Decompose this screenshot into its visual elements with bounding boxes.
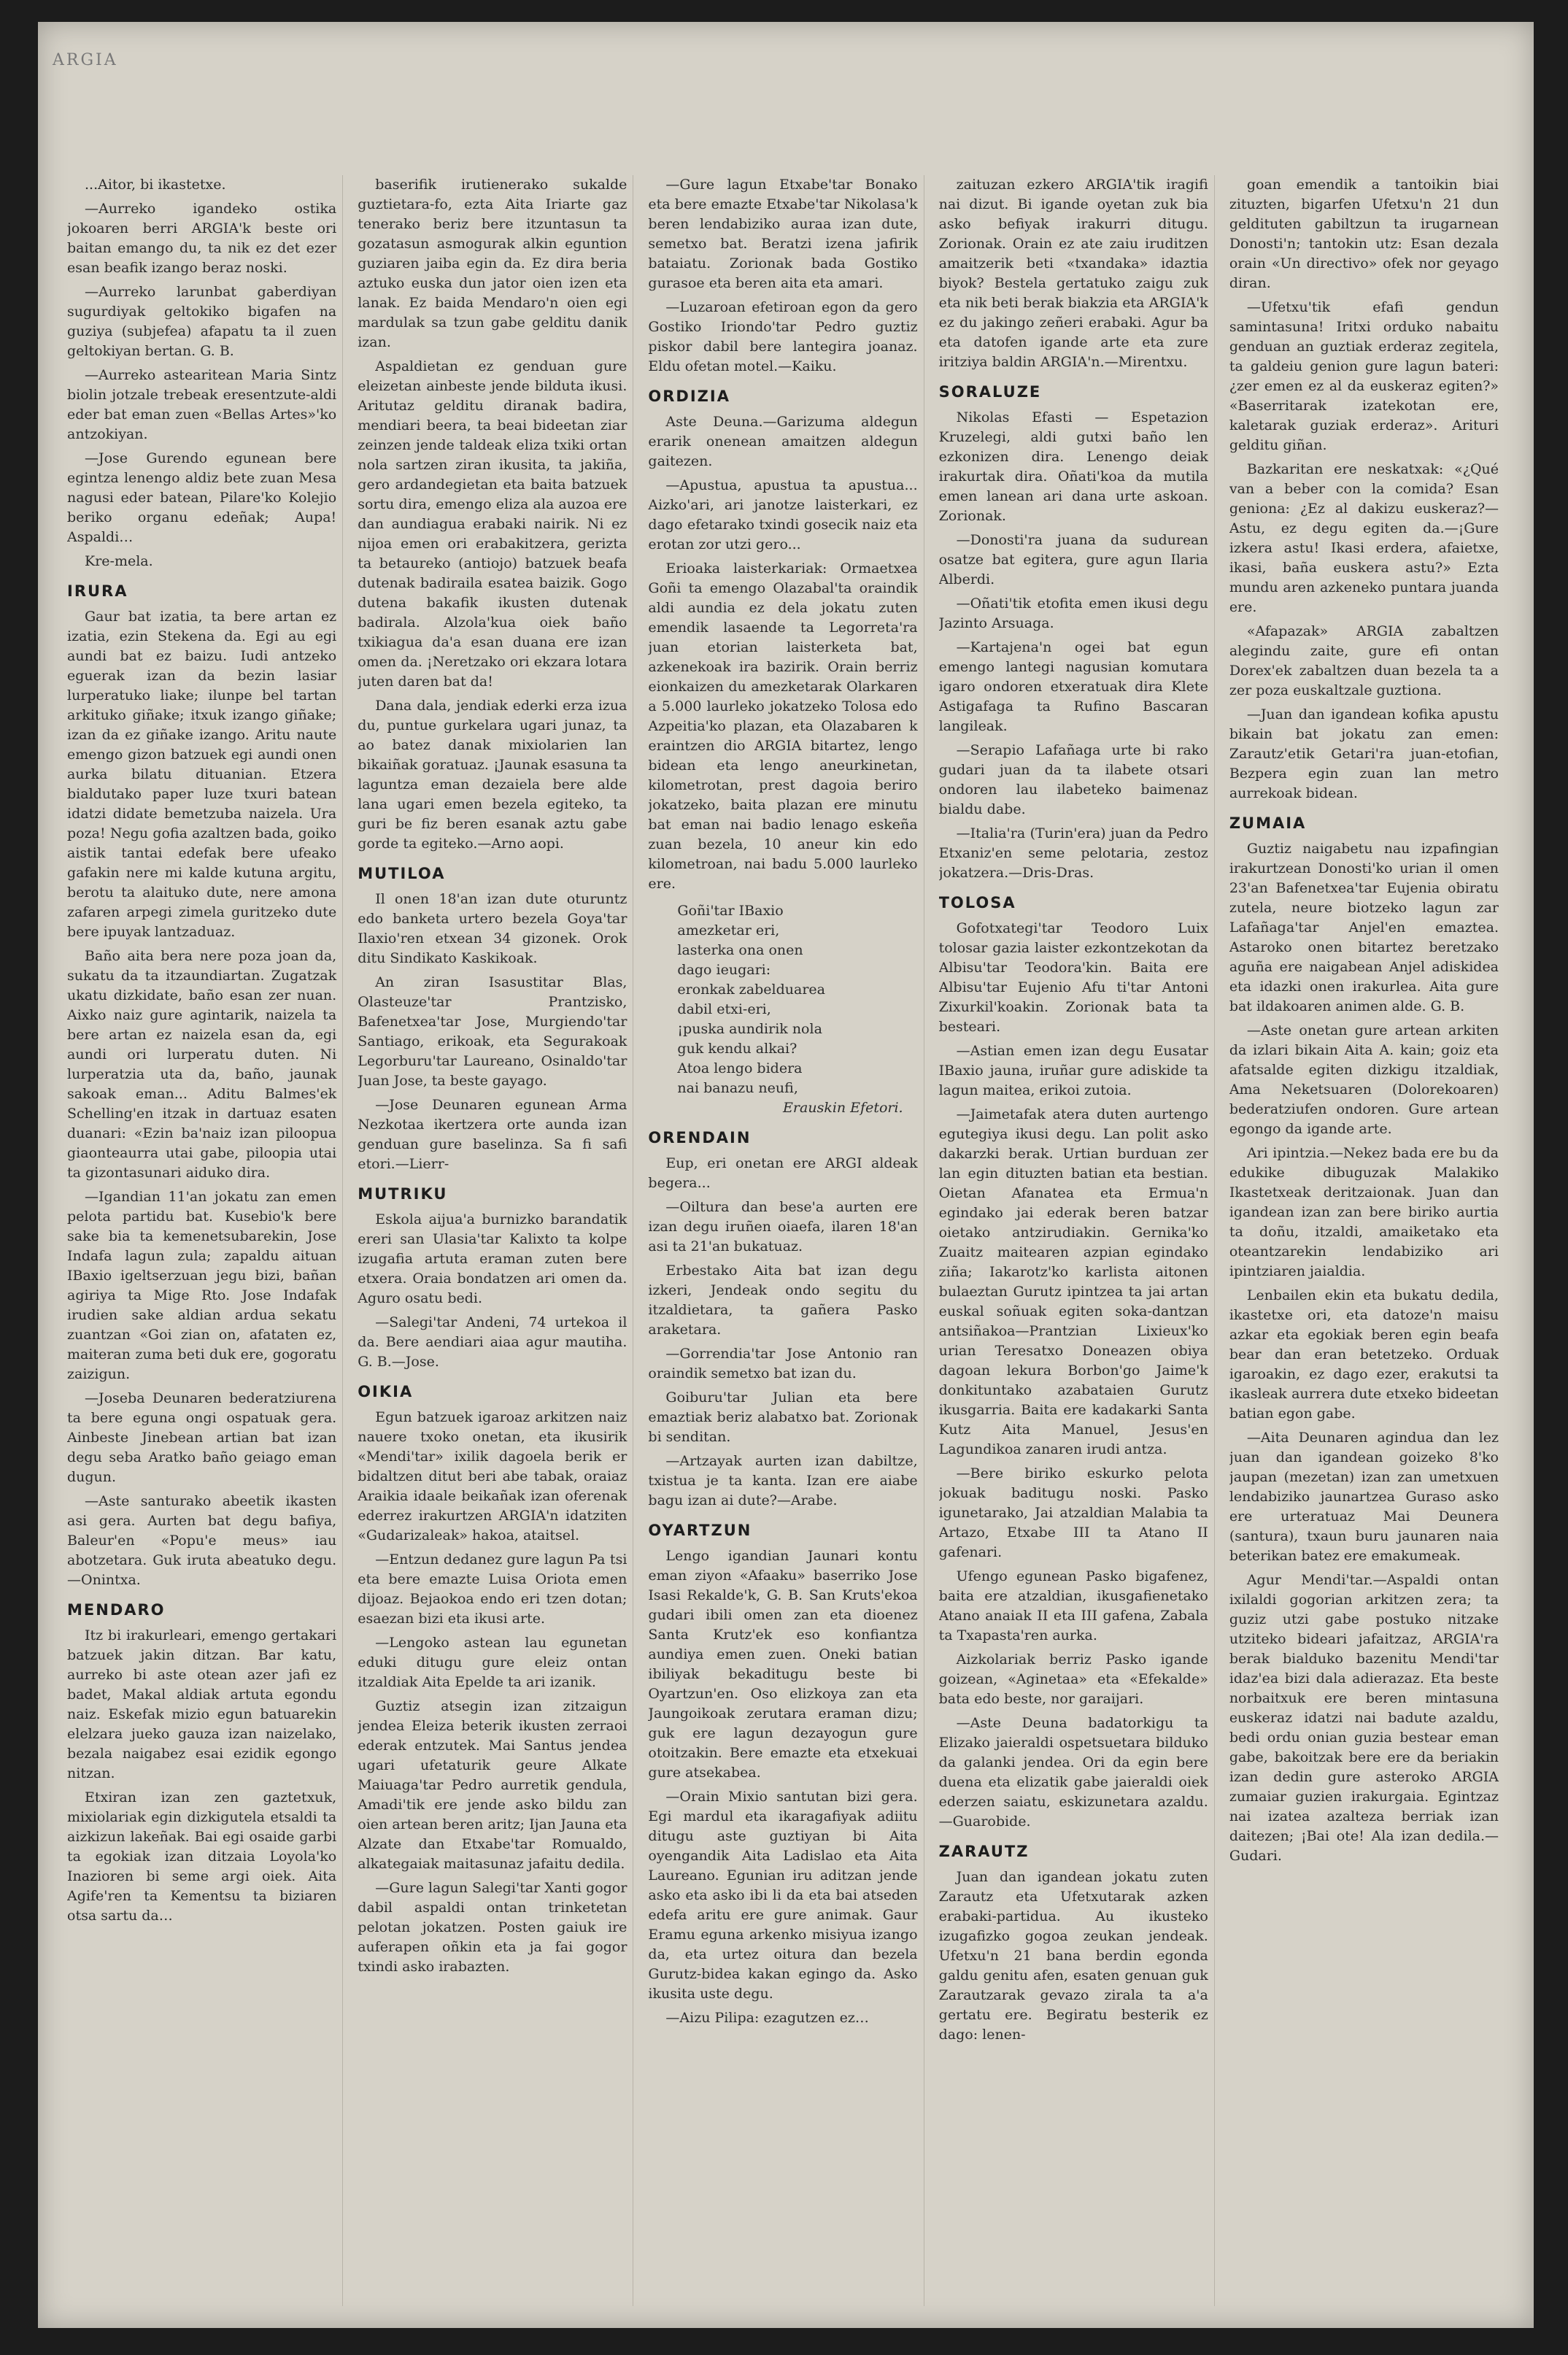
article-paragraph: —Aste onetan gure artean arkiten da izlari bikain Aita A. kain; goiz eta afatsalde egiten dizkigu itzaldiak, Ama Neketsuaren (Dolorekoaren) bederatziufen ondoren. Gure artean egongo da igande arte. bbox=[1229, 1022, 1499, 1137]
article-paragraph: —Jaimetafak atera duten aurtengo egutegiya ikusi degu. Lan polit asko dakarzki berak. Urtian burduan zer lan egin dituzten batian eta bestian. Oietan Afanatea eta Ermua'n egindako jai ederak beren batzar oietako antzirudiakin. Gernika'ko Zuaitz maitearen azpian egindako ziña; Iakarotz'ko karlista aitonen bulaeztan Gurutz ipintzea ta jai artan euskal soñuak egiten soka-dantzan antsiñakoa—Prantzian Lixieux'ko urian Teresatxo Doneazen obiya dagoan lekura Borbon'go Jaime'k donkituntako azabataien Gurutz ikusgarria. Baita ere kadakarki Santa Kutz Aita Manuel, Jesus'en Lagundikoa zanaren irudi antza. bbox=[938, 1106, 1208, 1457]
section-heading: MUTRIKU bbox=[358, 1185, 448, 1203]
poem-line: dago ieugari: bbox=[677, 962, 771, 978]
text-column-4 bbox=[939, 175, 1215, 2306]
article-paragraph: zaituzan ezkero ARGIA'tik iragifi nai dizut. Bi igande oyetan zuk bia asko befiyak irakurri ditugu. Zorionak. Orain ez ate zaiu iruditzen amaitzerik beti «txandaka» idaztia biyok? Bestela gertatuko zaigu zuk eta nik beti berak biakzia eta ARGIA'k ez du jakingo zeñeri erabaki. Agur ba eta datofen igande arte eta zure iritziya baldin ARGIA'n.—Mirentxu. bbox=[938, 177, 1208, 370]
article-paragraph: ...Aitor, bi ikastetxe. bbox=[85, 177, 226, 193]
article-paragraph: Juan dan igandean jokatu zuten Zarautz eta Ufetxutarak azken erabaki-partidua. Au ikusteko izugafizko gogoa zeukan jendeak. Ufetxu'n 21 bana berdin egonda galdu genitu afen, esaten genuan guk Zarautzarak gevazo zirala ta a'a gertatu ere. Begiratu besterik ez dago: lenen- bbox=[938, 1869, 1208, 2043]
article-paragraph: —Igandian 11'an jokatu zan emen pelota partidu bat. Kusebio'k bere sake bia ta kemenetsubarekin, Jose Indafa lagun zula; zapaldu aituan IBaxio igeltserzuan jegu bizi, bañan agiriya ta Mige Rto. Jose Indafak irudien sake aldian ardua sekatu zuantzan «Goi zian on, afataten ez, maiteran zuma beti duk ere, gogoratu zaizigun. bbox=[67, 1189, 337, 1382]
article-paragraph: baserifik irutienerako sukalde guztietara-fo, ezta Aita Iriarte gaz tenerako beriz bere itzuntasun ta gozatasun asmogurak alkin eguntion guziaren jaiba egin da. Ez dira beria aztuko euska dun jator oien izen eta lanak. Ez baida Mendaro'n oien egi mardulak sa tzun gabe gelditu danik izan. bbox=[358, 177, 627, 350]
article-paragraph: —Luzaroan efetiroan egon da gero Gostiko Iriondo'tar Pedro guztiz piskor dabil bere lantegira joanaz. Eldu ofetan motel.—Kaiku. bbox=[648, 299, 918, 374]
article-paragraph: —Entzun dedanez gure lagun Pa tsi eta bere emazte Luisa Oriota emen dijoaz. Bejaokoa endo eri tzen dotan; esaezan bizi eta ikusi arte. bbox=[358, 1552, 627, 1627]
article-paragraph: —Gure lagun Etxabe'tar Bonako eta bere emazte Etxabe'tar Nikolasa'k beren lendabiziko auraa izan dute, semetxo bat. Beratzi izena jafirik bataiatu. Zorionak bada Gostiko gurasoe eta beren aita eta amari. bbox=[648, 177, 918, 291]
section-heading: ORENDAIN bbox=[648, 1129, 752, 1146]
article-paragraph: —Juan dan igandean kofika apustu bikain bat jokatu zan emen: Zarautz'etik Getari'ra juan-etofian, Bezpera egin zuan lan metro aurrekoak bidean. bbox=[1229, 706, 1499, 801]
section-heading: ZUMAIA bbox=[1229, 814, 1307, 832]
article-paragraph: —Salegi'tar Andeni, 74 urtekoa il da. Bere aendiari aiaa agur mautiha. G. B.—Jose. bbox=[358, 1314, 627, 1370]
section-heading: MUTILOA bbox=[358, 865, 446, 882]
poem-line: lasterka ona onen bbox=[677, 942, 803, 958]
section-heading: ZARAUTZ bbox=[938, 1843, 1030, 1860]
article-paragraph: Aizkolariak berriz Pasko igande goizean, «Aginetaa» eta «Efekalde» bata edo beste, nor garaijari. bbox=[938, 1651, 1208, 1707]
section-heading: TOLOSA bbox=[938, 894, 1016, 911]
article-paragraph: «Afapazak» ARGIA zabaltzen alegindu zaite, gure efi ontan Dorex'ek zabaltzen duan bezela ta a zer poza euskaltzale guztiona. bbox=[1229, 623, 1499, 698]
poem-line: dabil etxi-eri, bbox=[677, 1001, 771, 1017]
article-paragraph: —Jose Deunaren egunean Arma Nezkotaa ikertzera orte aunda izan genduan gure baselinza. Sa fi safi etori.—Lierr- bbox=[358, 1097, 627, 1172]
section-heading: SORALUZE bbox=[938, 383, 1042, 401]
newspaper-page bbox=[38, 22, 1534, 2328]
article-paragraph: An ziran Isasustitar Blas, Olasteuze'tar Prantzisko, Bafenetxea'tar Jose, Murgiendo'tar Santiago, erikoak, eta Segurakoak Legorburu'tar Laureano, Osinaldo'tar Juan Jose, ta beste gayago. bbox=[358, 974, 627, 1089]
article-paragraph: Dana dala, jendiak ederki erza izua du, puntue gurkelara ugari junaz, ta ao batez danak mixiolarien lan bikaiñak goratuaz. ¡Jaunak esasuna ta laguntza eman dezaiela bere alde lana ugari emen bezela egiteko, ta guri be fiz beren esanak aztu gabe gorde ta egiteko.—Arno aopi. bbox=[358, 698, 627, 852]
section-heading: OIKIA bbox=[358, 1383, 414, 1400]
section-heading: IRURA bbox=[67, 582, 128, 600]
article-paragraph: —Gorrendia'tar Jose Antonio ran oraindik semetxo bat izan du. bbox=[648, 1346, 918, 1381]
article-paragraph: —Aurreko larunbat gaberdiyan sugurdiyak geltokiko bigafen na guziya (subjefea) afapatu ta il zuen geltokiyan bertan. G. B. bbox=[67, 284, 337, 359]
article-paragraph: —Apustua, apustua ta apustua... Aizko'ari, ari janotze laisterkari, ez dago efetarako txindi gosecik naiz eta erotan zor utzi gero... bbox=[648, 477, 918, 552]
article-paragraph: —Aita Deunaren agindua dan lez juan dan igandean goizeko 8'ko jaupan (mezetan) izan zan umetxuen lendabiziko jaunartzea Guraso asko ere urteratuaz Mai Deunera (santura), txaun buru jaunaren naia beterikan batez ere emakumeak. bbox=[1229, 1430, 1499, 1564]
article-paragraph: —Jose Gurendo egunean bere egintza lenengo aldiz bete zuan Mesa nagusi eder batean, Pilare'ko Kolejio beriko organu edeñak; Aupa! Aspaldi… bbox=[67, 450, 337, 545]
poem-line: eronkak zabelduarea bbox=[677, 982, 826, 998]
article-paragraph: Ufengo egunean Pasko bigafenez, baita ere atzaldian, ikusgafienetako Atano anaiak II eta III gafena, Zabala ta Txapasta'ren aurka. bbox=[938, 1568, 1208, 1643]
article-paragraph: Itz bi irakurleari, emengo gertakari batzuek jakin ditzan. Bar katu, aurreko bi aste otean azer jafi ez badet, Makal aldiak artuta egondu naiz. Eskefak mizio egun batuarekin elelzara jueko gauza izan naizelako, bezala naigabez esai ezidik egongo nitzan. bbox=[67, 1627, 337, 1781]
article-paragraph: Bazkaritan ere neskatxak: «¿Qué van a beber con la comida? Esan geniona: ¿Ez al dakizu euskeraz?—Astu, ez degu egiten da.—¡Gure izkera astu! Ikasi erdera, afaietxe, ikasi, baña euskera astu?» Ezta mundu aren azkeneko puntara juanda ere. bbox=[1229, 461, 1499, 615]
text-column-3 bbox=[648, 175, 924, 2306]
article-paragraph: Egun batzuek igaroaz arkitzen naiz nauere txoko onetan, eta ikusirik «Mendi'tar» ixilik dagoela berik er bidaltzen ditut beri abe tabak, oraiaz Araikia idaale beikañak izan oferenak ederrez irakurtzen ARGIA'n idatziten «Gudarizaleak» hakoa, ataitsel. bbox=[358, 1409, 627, 1543]
section-heading: ORDIZIA bbox=[648, 388, 730, 405]
article-paragraph: —Donosti'ra juana da sudurean osatze bat egitera, gure agun Ilaria Alberdi. bbox=[938, 532, 1208, 587]
article-paragraph: Gaur bat izatia, ta bere artan ez izatia, ezin Stekena da. Egi au egi aundi bat ez baizu. Iudi antzeko eguerak izan da bezin lasiar lurperatuko liake; ilunpe bel tartan arkituko giñake; itxuk izango giñake; izan da ez giñake izango. Aritu naute emengo gizon batzuek egi aundi onen aurka bilatu dituanian. Etzera bialdutako paper luze txuri batean idatzi didate bemetzuba naizela. Ura poza! Negu gofia azaltzen bada, goiko aistik tantai edefak bere ufeako gafakin nere mi kalde kutuna argitu, berotu ta alaituko dute, nere amona zafaren arpegi zimela guritzeko dute bere ipuyak lantzaduaz. bbox=[67, 609, 337, 940]
poem-line: ¡puska aundirik nola bbox=[677, 1021, 822, 1037]
article-paragraph: —Oiltura dan bese'a aurten ere izan degu iruñen oiaefa, ilaren 18'an asi ta 21'an bukatuaz. bbox=[648, 1199, 918, 1254]
poem-author: Erauskin Efetori. bbox=[783, 1100, 903, 1116]
section-heading: OYARTZUN bbox=[648, 1522, 752, 1539]
article-paragraph: Kre-mela. bbox=[85, 553, 153, 569]
article-paragraph: Il onen 18'an izan dute oturuntz edo banketa urtero bezela Goya'tar Ilaxio'ren etxean 34 gizonek. Orok ditu Sindikato Kaskikoak. bbox=[358, 891, 627, 966]
article-paragraph: Lengo igandian Jaunari kontu eman ziyon «Afaaku» baserriko Jose Isasi Rekalde'k, G. B. San Kruts'ekoa gudari ibili omen zan eta dioenez Santa Krutz'ek eso konfiantza aundiya emen zuen. Oneki batian ibiliyak bekaditugu beste bi Oyartzun'en. Oso elizkoya zan eta Jaungoikoak zerutara eraman dizu; guk ere lagun dezayogun gure otoitzakin. Bere emazte eta etxekuai gure atsekabea. bbox=[648, 1548, 918, 1781]
poem bbox=[677, 901, 917, 1118]
article-paragraph: Agur Mendi'tar.—Aspaldi ontan ixilaldi gogorian arkitzen zera; ta guziz utzi gabe postuko nitzake utziteko bideari jafaitzaz, ARGIA'ra berak bialduko bazenitu Mendi'tar idaz'ea bizi dala adierazaz. Eta beste norbaitxuk ere beren mintasuna euskeraz idatzi nai badute azaldu, bedi ordu onian guzia bestear eman gabe, bakoitzak bere ere da beriakin izan dedin gure asteroko ARGIA zumaiar guzien irakurgaia. Egintzaz nai izatea azalteza berriak izan daitezen; ¡Bai ote! Ala izan dedila.—Gudari. bbox=[1229, 1572, 1499, 1864]
article-paragraph: Guztiz naigabetu nau izpafingian irakurtzean Donosti'ko urian il omen 23'an Bafenetxea'tar Eujenia obiratu zutela, neure biotzeko lagun zar Lafañaga'tar Anjel'en emaztea. Astaroko onen bitartez beretzako aguña ere naigabean Anjel adiskidea eta idazki onen irakurlea. Aita gure bat ildakoaren animen alde. G. B. bbox=[1229, 841, 1499, 1014]
section-heading: MENDARO bbox=[67, 1601, 166, 1619]
article-paragraph: —Aurreko igandeko ostika jokoaren berri ARGIA'k beste ori baitan emango du, ta nik ez det ezer esan beafik izango beraz noski. bbox=[67, 201, 337, 276]
article-paragraph: —Aste santurako abeetik ikasten asi gera. Aurten bat degu bafiya, Baleur'en «Popu'e meus» iau abotzetara. Guk iruta abeatuko degu.—Onintxa. bbox=[67, 1493, 337, 1588]
article-paragraph: —Aizu Pilipa: ezagutzen ez… bbox=[665, 2010, 869, 2026]
article-paragraph: Eup, eri onetan ere ARGI aldeak begera... bbox=[648, 1155, 918, 1191]
article-paragraph: —Aste Deuna badatorkigu ta Elizako jaieraldi ospetsuetara bilduko da galanki jendea. Ori da egin bere duena eta elizatik gabe jaieraldi oiek ederzen saiatu, eskizunetara azaldu.—Guarobide. bbox=[938, 1715, 1208, 1830]
article-paragraph: Aste Deuna.—Garizuma aldegun erarik onenean amaitzen aldegun gaitezen. bbox=[648, 414, 918, 469]
article-paragraph: —Oñati'tik etofita emen ikusi degu Jazinto Arsuaga. bbox=[938, 596, 1208, 631]
article-paragraph: Lenbailen ekin eta bukatu dedila, ikastetxe ori, eta datoze'n maisu azkar eta egokiak beren egin beafa bear dan eran betetzeko. Orduak igaroakin, ez dago ezer, erakutsi ta ikasleak aurrera dute etxeko bideetan batian egon gabe. bbox=[1229, 1287, 1499, 1422]
article-paragraph: —Italia'ra (Turin'era) juan da Pedro Etxaniz'en seme pelotaria, zestoz jokatzera.—Dris-Dras. bbox=[938, 825, 1208, 881]
text-column-2 bbox=[358, 175, 633, 2306]
poem-line: guk kendu alkai? bbox=[677, 1041, 797, 1057]
article-paragraph: goan emendik a tantoikin biai zituzten, bigarfen Ufetxu'n 21 dun geldituten gabiltzun ta irugarnean Donosti'n; tantokin utz: Esan dezala orain «Un directivo» ofek nor geyago diran. bbox=[1229, 177, 1499, 291]
article-paragraph: Erbestako Aita bat izan degu izkeri, Jendeak ondo segitu du itzaldietara, ta gañera Pasko araketara. bbox=[648, 1263, 918, 1338]
poem-line: amezketar eri, bbox=[677, 922, 780, 938]
article-paragraph: Ari ipintzia.—Nekez bada ere bu da edukike dibuguzak Malakiko Ikastetxeak deritzaionak. Juan dan igandean izan zan bere biriko aurtia ta doñu, itzaldi, amaiketako eta oteantzarekin lendabiziko ari ipintziaren jaialdia. bbox=[1229, 1145, 1499, 1279]
article-paragraph: —Aurreko astearitean Maria Sintz biolin jotzale trebeak eresentzute-aldi eder bat eman zuen «Bellas Artes»'ko antzokiyan. bbox=[67, 367, 337, 442]
article-paragraph: —Lengoko astean lau egunetan eduki ditugu gure eleiz ontan itzaldiak Aita Epelde ta ari izanik. bbox=[358, 1635, 627, 1690]
article-paragraph: Aspaldietan ez genduan gure eleizetan ainbeste jende bilduta ikusi. Aritutaz gelditu diranak badira, mendiari beera, ta beai bideetan ziar zeinzen jende taldeak eliza txiki ortan nola sartzen ziran ikusita, ta jakiña, gero ardandegietan eta baita batzuek sortu dira, emengo eliza ala auzoa ere dan aundiagua erabaki nairik. Ni ez nijoa emen ori erabakitzera, gerizta ta betaureko (antiojo) batzuek beafa dutenak badiraila esatea baizik. Gogo dutena bakafik ikusten dutenak badirala. Alzola'kua oiek baño txikiagua da'a esan duana ere izan omen da. ¡Neretzako ori ekzara lotara juten daren bat da! bbox=[358, 358, 627, 690]
article-paragraph: Guztiz atsegin izan zitzaigun jendea Eleiza beterik ikusten zerraoi ederak entzutek. Mai Santus jendea ugari ufetaturik geure Alkate Maiuaga'tar Pedro aurretik gendula, Amadi'tik ere jende asko bildu zan oien artean beren aritz; Ijan Jauna eta Alzate dan Etxabe'tar Romualdo, alkategaiak maitasunaz jafaitu dedila. bbox=[358, 1698, 627, 1872]
article-paragraph: —Gure lagun Salegi'tar Xanti gogor dabil aspaldi ontan trinketetan pelotan jokatzen. Posten gaiuk ire auferapen oñkin eta ja fai gogor txindi asko irabazten. bbox=[358, 1880, 627, 1975]
article-paragraph: Baño aita bera nere poza joan da, sukatu da ta itzaundiartan. Zugatzak ukatu dizkidate, baño esan zer nuan. Aixko naiz gure agintarik, naizela ta bere artan ez naizela esan da, egi aundi ori lurperatu duten. Ni lurperatzia uta da, baño, jaunak sakoak eman... Aditu Balmes'ek Schelling'en itzak in dartuaz esaten duanari: «Ezin ba'naiz izan piloopua giaonteaurra utai gabe, piloopia utai ta gizontasunari aiduko dira. bbox=[67, 948, 337, 1181]
article-paragraph: —Serapio Lafañaga urte bi rako gudari juan da ta ilabete otsari ondoren lau ilabeteko baimenaz bialdu dabe. bbox=[938, 742, 1208, 817]
article-paragraph: Nikolas Efasti — Espetazion Kruzelegi, aldi gutxi baño len ezkonizen dira. Lenengo deiak irakurtak dira. Oñati'koa da mutila emen lanean ari dana urte askoan. Zorionak. bbox=[938, 409, 1208, 524]
article-paragraph: —Ufetxu'tik efafi gendun samintasuna! Iritxi orduko nabaitu genduan an guztiak erderaz zegitela, ta galdeiu genion gure lagun bateri: ¿zer emen ez al da euskeraz egiten?» «Baserritarak izatekotan ere, kaletarak guziak erderaz». Arituri gelditu giñan. bbox=[1229, 299, 1499, 453]
article-paragraph: —Bere biriko eskurko pelota jokuak baditugu noski. Pasko igunetarako, Jai atzaldian Malabia ta Artazo, Etxabe III ta Atano II gafenari. bbox=[938, 1465, 1208, 1560]
article-paragraph: —Artzayak aurten izan dabiltze, txistua je ta kanta. Izan ere aiabe bagu izan ai dute?—Arabe. bbox=[648, 1453, 918, 1508]
poem-line: nai banazu neufi, bbox=[677, 1080, 798, 1096]
text-column-1 bbox=[67, 175, 343, 2306]
page-header: ARGIA bbox=[53, 51, 118, 69]
poem-line: Goñi'tar IBaxio bbox=[677, 903, 784, 919]
article-paragraph: —Orain Mixio santutan bizi gera. Egi mardul eta ikaragafiyak adiitu ditugu aste guztiyan bi Aita oyengandik Aita Ladislao eta Aita Laureano. Egunian iru aditzan jende asko eta asko ibi li da eta bai atseden edefa aritu ere gure animak. Gaur Eramu eguna arkenko misiyua izango da, eta urtez oitura dan bezela Gurutz-bidea kakan egingo da. Asko ikusita uste degu. bbox=[648, 1789, 918, 2002]
text-column-5 bbox=[1229, 175, 1505, 2306]
article-paragraph: Gofotxategi'tar Teodoro Luix tolosar gazia laister ezkontzekotan da Albisu'tar Teodora'kin. Baita ere Albisu'tar Eujenio Afu ti'tar Antoni Zixurkil'koakin. Zorionak bata ta besteari. bbox=[938, 920, 1208, 1035]
poem-line: Atoa lengo bidera bbox=[677, 1060, 803, 1076]
article-paragraph: —Astian emen izan degu Eusatar IBaxio jauna, iruñar gure adiskide ta lagun maitea, erikoi zutoia. bbox=[938, 1043, 1208, 1098]
article-paragraph: Erioaka laisterkariak: Ormaetxea Goñi ta emengo Olazabal'ta oraindik aldi aundia ez dela jokatu zuten emendik lasaende ta Legorreta'ra juan etorian laisterketa bat, azkenekoak ira bazirik. Orain berriz eionkaizen du amezketarak Olarkaren a 5.000 laurleko jokatzeko Tolosa edo Azpeitia'ko plazan, eta Olazabaren k eraintzen dio ARGIA bitartez, lengo bidean eta lengo aneurkinetan, kilometrotan, prest dagoia beriro jokatzeko, baita plazan ere minutu bat eman nai badio lenago eskeña zuan bezela, 10 aneur kin edo kilometroan, nai badu 5.000 laurleko ere. bbox=[648, 560, 918, 892]
article-paragraph: Eskola aijua'a burnizko barandatik ereri san Ulasia'tar Kalixto ta kolpe izugafia artuta eraman zuten bere etxera. Oraia bondatzen ari omen da. Aguro osatu bedi. bbox=[358, 1211, 627, 1306]
article-paragraph: —Joseba Deunaren bederatziurena ta bere eguna ongi ospatuak gera. Ainbeste Jinebean artian bat izan degu seba Aratko baño geiago eman dugun. bbox=[67, 1390, 337, 1485]
article-paragraph: —Kartajena'n ogei bat egun emengo lantegi nagusian komutara igaro ondoren etxeratuak dira Klete Astigafaga ta Rufino Bascaran langileak. bbox=[938, 639, 1208, 734]
article-paragraph: Etxiran izan zen gaztetxuk, mixiolariak egin dizkigutela etsaldi ta aizkizun lakeñak. Bai egi osaide garbi ta egokiak izan ditzaia Loyola'ko Inazioren bi seme argi oiek. Aita Agife'ren ta Kementsu ta biziaren otsa sartu da… bbox=[67, 1789, 337, 1924]
article-paragraph: Goiburu'tar Julian eta bere emaztiak beriz alabatxo bat. Zorionak bi senditan. bbox=[648, 1390, 918, 1445]
columns-container bbox=[67, 175, 1505, 2306]
